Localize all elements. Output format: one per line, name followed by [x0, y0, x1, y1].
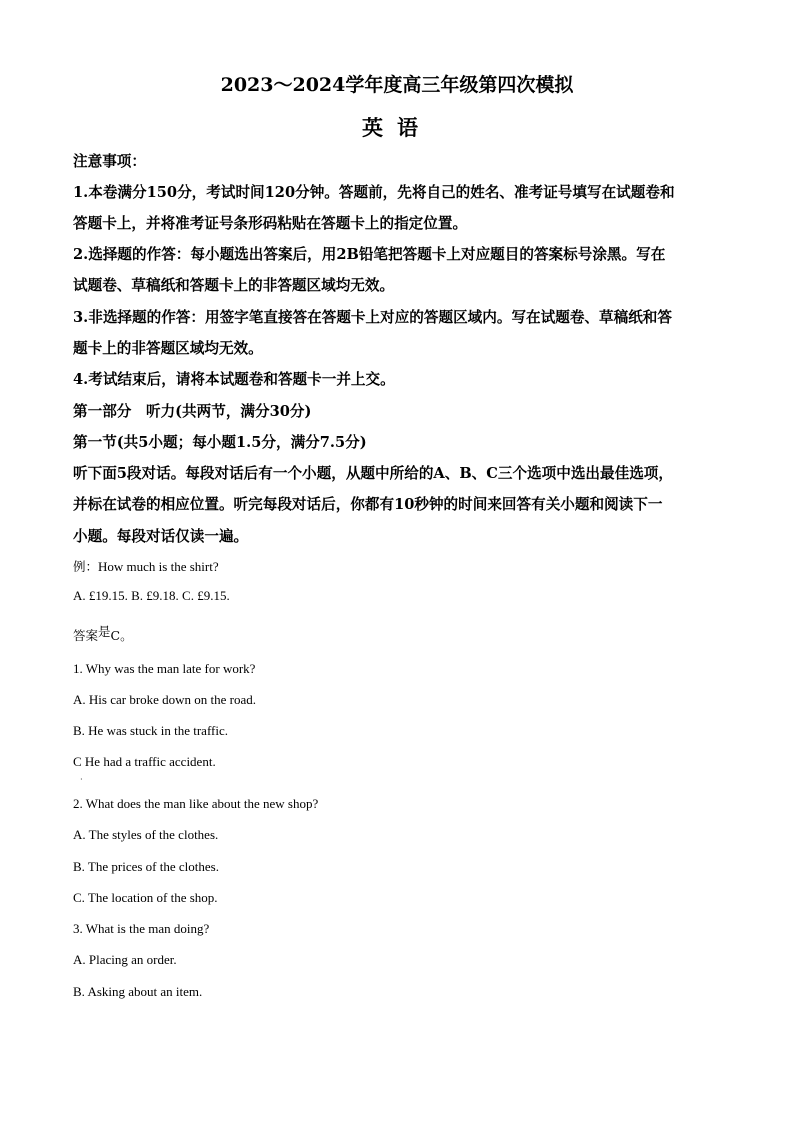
question-3: 3. What is the man doing? — [73, 921, 210, 936]
example-question — [73, 557, 733, 575]
instructions-line-1: 听下面5段对话。每段对话后有一个小题，从题中所给的A、B、C三个选项中选出最佳选项， — [73, 465, 673, 482]
question-1-option-b: B. He was stuck in the traffic. — [73, 723, 228, 738]
question-1: 1. Why was the man late for work? — [73, 661, 256, 676]
example-options: A. £19.15. B. £9.18. C. £9.15. — [73, 588, 230, 603]
answer-prefix: 答案 — [73, 628, 99, 643]
notes-item-1-line-2: 答题卡上，并将准考证号条形码粘贴在答题卡上的指定位置。 — [73, 215, 468, 232]
question-1-option-c: C He had a traffic accident. — [73, 754, 216, 769]
example-label: 例： — [73, 559, 99, 574]
example-question-text: How much is the shirt? — [98, 559, 219, 574]
question-1-option-a: A. His car broke down on the road. — [73, 692, 257, 707]
answer-sup: 是 — [98, 624, 111, 639]
question-2-option-c: C. The location of the shop. — [73, 890, 218, 905]
instructions-line-3: 小题。每段对话仅读一遍。 — [73, 528, 249, 545]
example-answer — [73, 626, 733, 644]
notes-item-1-line-1: 1.本卷满分150分，考试时间120分钟。答题前，先将自己的姓名、准考证号填写在试题卷和 — [73, 184, 675, 201]
instructions-line-2: 并标在试卷的相应位置。听完每段对话后，你都有10秒钟的时间来回答有关小题和阅读下一 — [73, 496, 663, 513]
subject-title: 英语 — [362, 115, 432, 140]
question-2-option-b: B. The prices of the clothes. — [73, 859, 219, 874]
exam-title: 2023～2024学年度高三年级第四次模拟 — [220, 74, 574, 96]
question-2-option-a: A. The styles of the clothes. — [73, 827, 219, 842]
notes-item-2-line-2: 试题卷、草稿纸和答题卡上的非答题区域均无效。 — [73, 277, 395, 294]
part-1-heading: 第一部分 听力(共两节，满分30分) — [73, 403, 312, 420]
answer-value: C。 — [110, 628, 133, 643]
notes-item-3-line-2: 题卡上的非答题区域均无效。 — [73, 340, 263, 357]
notes-item-2-line-1: 2.选择题的作答：每小题选出答案后，用2B铅笔把答题卡上对应题目的答案标号涂黑。写在 — [73, 246, 666, 263]
notes-item-4: 4.考试结束后，请将本试题卷和答题卡一并上交。 — [73, 371, 395, 388]
notes-heading: 注意事项： — [73, 153, 146, 170]
section-1-heading: 第一节(共5小题；每小题1.5分，满分7.5分) — [73, 434, 367, 451]
question-2: 2. What does the man like about the new shop? — [73, 796, 319, 811]
notes-item-3-line-1: 3.非选择题的作答：用签字笔直接答在答题卡上对应的答题区域内。写在试题卷、草稿纸和答 — [73, 309, 672, 326]
question-3-option-b: B. Asking about an item. — [73, 984, 203, 999]
stray-dot-mark: · — [80, 775, 83, 784]
question-3-option-a: A. Placing an order. — [73, 952, 177, 967]
